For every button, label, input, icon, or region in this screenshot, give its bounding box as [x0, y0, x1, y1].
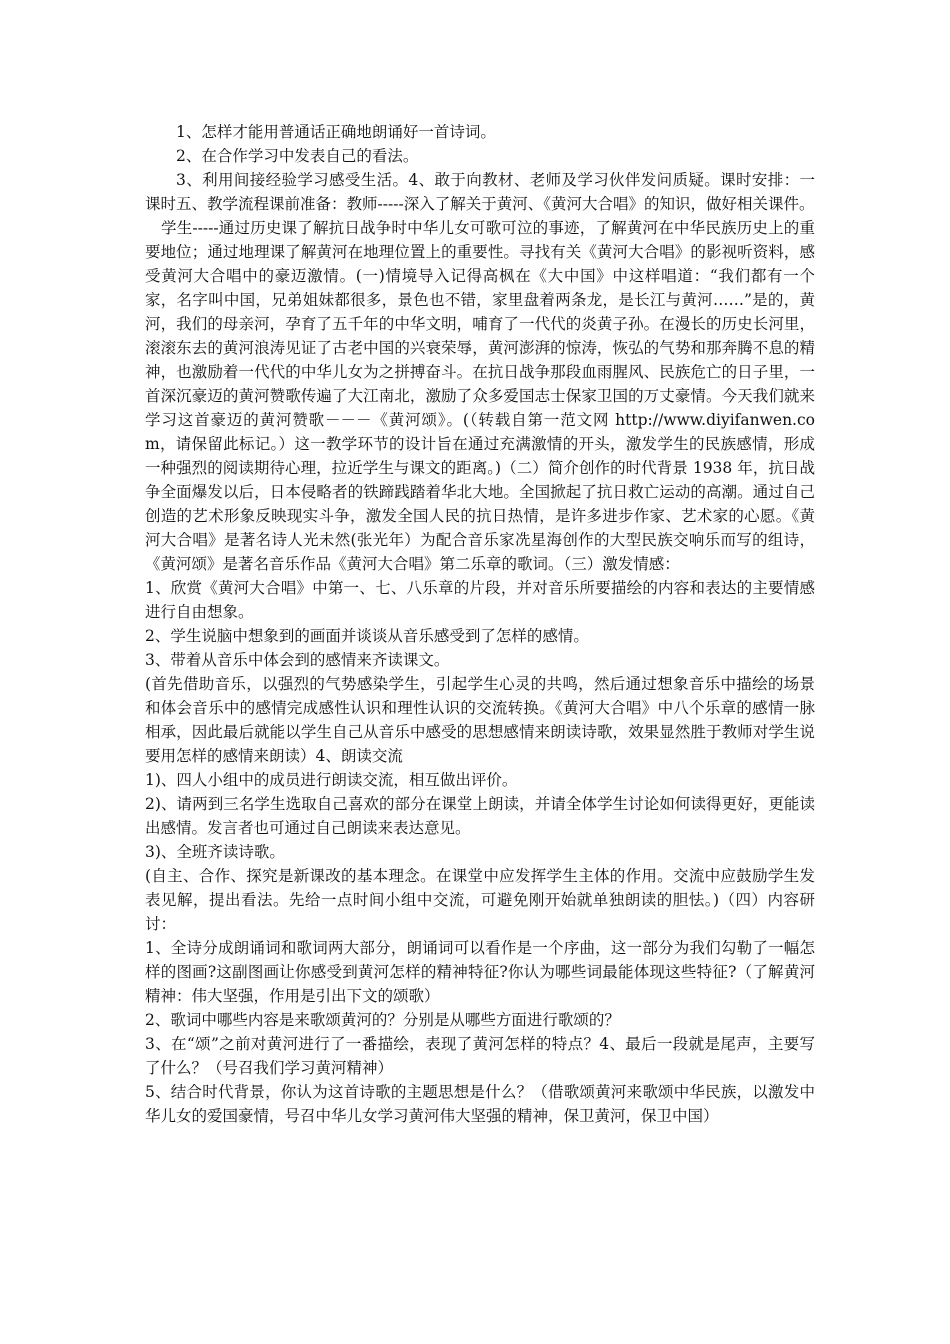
emotion-step-1: 1、欣赏《黄河大合唱》中第一、七、八乐章的片段，并对音乐所要描绘的内容和表达的主要情感进行自由想象。 — [145, 579, 815, 621]
objective-3-and-schedule: 3、利用间接经验学习感受生活。4、敢于向教材、老师及学习伙伴发问质疑。课时安排：一课时五、教学流程课前准备：教师-----深入了解关于黄河、《黄河大合唱》的知识，做好相关课件。 — [145, 171, 815, 213]
discussion-question-2: 2、歌词中哪些内容是来歌颂黄河的？分别是从哪些方面进行歌颂的？ — [145, 1011, 620, 1029]
reading-step-1: 1)、四人小组中的成员进行朗读交流，相互做出评价。 — [145, 771, 518, 789]
student-preparation-and-intro: 学生-----通过历史课了解抗日战争时中华儿女可歌可泣的事迹，了解黄河在中华民族历史上的重要地位；通过地理课了解黄河在地理位置上的重要性。寻找有关《黄河大合唱》的影视听资料，感受黄河大合唱中的豪迈激情。(一)情境导入记得高枫在《大中国》中这样唱道：“我们都有一个家，名字叫中国，兄弟姐妹都很多，景色也不错，家里盘着两条龙，是长江与黄河……”是的，黄河，我们的母亲河，孕育了五千年的中华文明，哺育了一代代的炎黄子孙。在漫长的历史长河里，滚滚东去的黄河浪涛见证了古老中国的兴衰荣辱，黄河澎湃的惊涛，恢弘的气势和那奔腾不息的精神，也激励着一代代的中华儿女为之拼搏奋斗。在抗日战争那段血雨腥风、民族危亡的日子里，一首深沉豪迈的黄河赞歌传遍了大江南北，激励了众多爱国志士保家卫国的万丈豪情。今天我们就来学习这首豪迈的黄河赞歌－－－《黄河颂》。(（转载自第一范文网 http://www.diyifanwen.com，请保留此标记。）这一教学环节的设计旨在通过充满激情的开头，激发学生的民族感情，形成一种强烈的阅读期待心理，拉近学生与课文的距离。)（二）简介创作的时代背景 1938 年，抗日战争全面爆发以后，日本侵略者的铁蹄践踏着华北大地。全国掀起了抗日救亡运动的高潮。通过自己创造的艺术形象反映现实斗争，激发全国人民的抗日热情，是许多进步作家、艺术家的心愿。《黄河大合唱》是著名诗人光未然(张光年）为配合音乐家冼星海创作的大型民族交响乐而写的组诗，《黄河颂》是著名音乐作品《黄河大合唱》第二乐章的歌词。（三）激发情感： — [145, 219, 815, 573]
music-note-and-reading: (首先借助音乐，以强烈的气势感染学生，引起学生心灵的共鸣，然后通过想象音乐中描绘的场景和体会音乐中的感情完成感性认识和理性认识的交流转换。《黄河大合唱》中八个乐章的感情一脉相承，因此最后就能以学生自己从音乐中感受的思想感情来朗读诗歌，效果显然胜于教师对学生说要用怎样的感情来朗读）4、朗读交流 — [145, 675, 815, 765]
discussion-question-1: 1、全诗分成朗诵词和歌词两大部分，朗诵词可以看作是一个序曲，这一部分为我们勾勒了一幅怎样的图画?这副图画让你感受到黄河怎样的精神特征?你认为哪些词最能体现这些特征?（了解黄河精神：伟大坚强，作用是引出下文的颂歌） — [145, 939, 815, 1005]
discussion-question-5: 5、结合时代背景，你认为这首诗歌的主题思想是什么？（借歌颂黄河来歌颂中华民族，以激发中华儿女的爱国豪情，号召中华儿女学习黄河伟大坚强的精神，保卫黄河，保卫中国） — [145, 1083, 815, 1125]
objective-2: 2、在合作学习中发表自己的看法。 — [176, 147, 419, 165]
emotion-step-2: 2、学生说脑中想象到的画面并谈谈从音乐感受到了怎样的感情。 — [145, 627, 589, 645]
reading-step-3: 3)、全班齐读诗歌。 — [145, 843, 285, 861]
document-body — [145, 120, 815, 1128]
cooperation-note: (自主、合作、探究是新课改的基本理念。在课堂中应发挥学生主体的作用。交流中应鼓励学生发表见解，提出看法。先给一点时间小组中交流，可避免刚开始就单独朗读的胆怯。)（四）内容研讨： — [145, 867, 815, 933]
emotion-step-3: 3、带着从音乐中体会到的感情来齐读课文。 — [145, 651, 450, 669]
reading-step-2: 2)、请两到三名学生选取自己喜欢的部分在课堂上朗读，并请全体学生讨论如何读得更好，更能读出感情。发言者也可通过自己朗读来表达意见。 — [145, 795, 815, 837]
discussion-question-3-4: 3、在“颂”之前对黄河进行了一番描绘，表现了黄河怎样的特点？4、最后一段就是尾声，主要写了什么？（号召我们学习黄河精神） — [145, 1035, 815, 1077]
objective-1: 1、怎样才能用普通话正确地朗诵好一首诗词。 — [176, 123, 496, 141]
